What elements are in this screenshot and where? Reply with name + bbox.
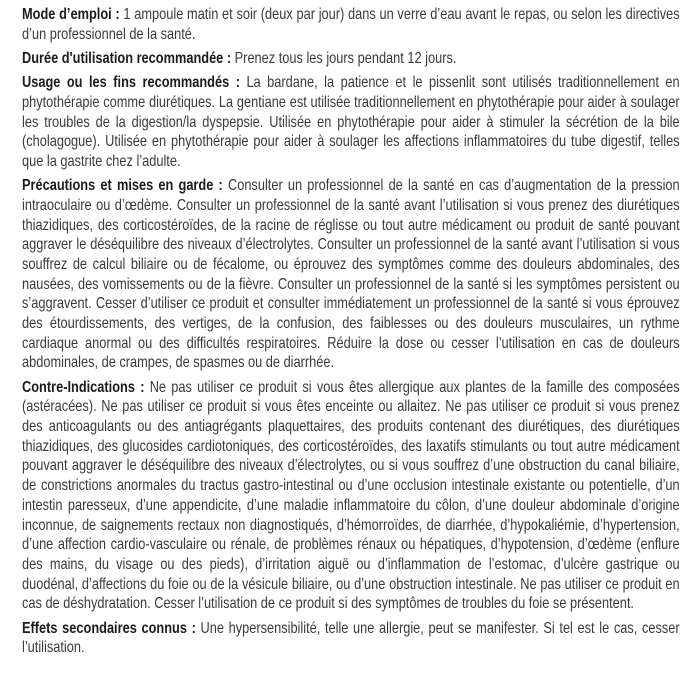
section-label: Contre-Indications : xyxy=(22,378,145,396)
section-label: Usage ou les fins recommandés : xyxy=(22,74,240,92)
section-text: Une hypersensibilité, telle une allergie, peut se manifester. Si tel est le cas, cesser l’utilisation. xyxy=(22,619,680,657)
section-label: Précautions et mises en garde : xyxy=(22,177,223,195)
section-contre-indications xyxy=(22,378,680,614)
section-label: Effets secondaires connus : xyxy=(22,619,196,637)
section-duree-utilisation xyxy=(22,49,680,69)
section-effets-secondaires xyxy=(22,619,680,658)
section-precautions xyxy=(22,176,680,373)
section-mode-emploi xyxy=(22,5,680,44)
section-usage xyxy=(22,73,680,172)
section-label: Mode d’emploi : xyxy=(22,6,120,23)
section-text: La bardane, la patience et le pissenlit sont utilisés traditionnellement en phytothérapie comme diurétiques. La gentiane est utilisée traditionnellement en phytothérapie pour aider à soulager les troubles de la digestion/la dyspepsie. Utilisée en phytothérapie pour aider à stimuler la sécrétion de la bile (cholagogue). Utilisée en phytothérapie pour aider à soulager les affections inflammatoires du tube digestif, telles que la gastrite chez l’adulte. xyxy=(22,74,680,170)
section-text: Ne pas utiliser ce produit si vous êtes allergique aux plantes de la famille des composées (astéracées). Ne pas utiliser ce produit si vous êtes enceinte ou allaitez. Ne pas utiliser ce produit si vous prenez des anticoagulants ou des antiagrégants plaquettaires, des produits contenant des diurétiques, des diurétiques thiazidiques, des glucosides cardiotoniques, des corticostéroïdes, des laxatifs stimulants ou tout autre médicament pouvant aggraver le déséquilibre des niveaux d’électrolytes, ou si vous souffrez d’une obstruction du canal biliaire, de constrictions anormales du tractus gastro-intestinal ou d’une occlusion intestinale existante ou potentielle, d’un intestin paresseux, d’une appendicite, d’une maladie inflammatoire du côlon, d’une douleur abdominale d’origine inconnue, de saignements rectaux non diagnostiqués, d’hémorroïdes, de diarrhée, d’hypokaliémie, d’hypertension, d’une affection cardio-vasculaire ou rénale, de problèmes rénaux ou hépatiques, d’hypotension, d’œdème (enflure des mains, du visage ou des pieds), d’irritation aiguë ou d’inflammation de l’estomac, d’ulcère gastrique ou duodénal, d’affections du foie ou de la vésicule biliaire, ou d’une obstruction intestinale. Ne pas utiliser ce produit en cas de déshydratation. Cesser l’utilisation de ce produit si des symptômes de troubles du foie se présentent. xyxy=(22,378,680,613)
section-label: Durée d'utilisation recommandée : xyxy=(22,49,232,67)
section-text: 1 ampoule matin et soir (deux par jour) dans un verre d’eau avant le repas, ou selon les directives d’un professionnel de la santé. xyxy=(22,6,680,43)
product-label-document xyxy=(22,5,680,663)
section-text: Prenez tous les jours pendant 12 jours. xyxy=(231,49,457,67)
section-text: Consulter un professionnel de la santé en cas d’augmentation de la pression intraoculaire ou d’œdème. Consulter un professionnel de la santé avant l’utilisation si vous prenez des diurétiques thiazidiques, des corticostéroïdes, de la racine de réglisse ou tout autre médicament ou produit de santé pouvant aggraver le déséquilibre des niveaux d’électrolytes. Consulter un professionnel de la santé avant l’utilisation si vous souffrez de calcul biliaire ou de fécalome, ou éprouvez des symptômes comme des douleurs abdominales, des nausées, des vomissements ou de la fièvre. Consulter un professionnel de la santé si les symptômes persistent ou s’aggravent. Cesser d’utiliser ce produit et consulter immédiatement un professionnel de la santé si vous éprouvez des étourdissements, des vertiges, de la confusion, des faiblesses ou des douleurs musculaires, un rythme cardiaque anormal ou des difficultés respiratoires. Réduire la dose ou cesser l’utilisation en cas de douleurs abdominales, de crampes, de spasmes ou de diarrhée. xyxy=(22,177,680,372)
